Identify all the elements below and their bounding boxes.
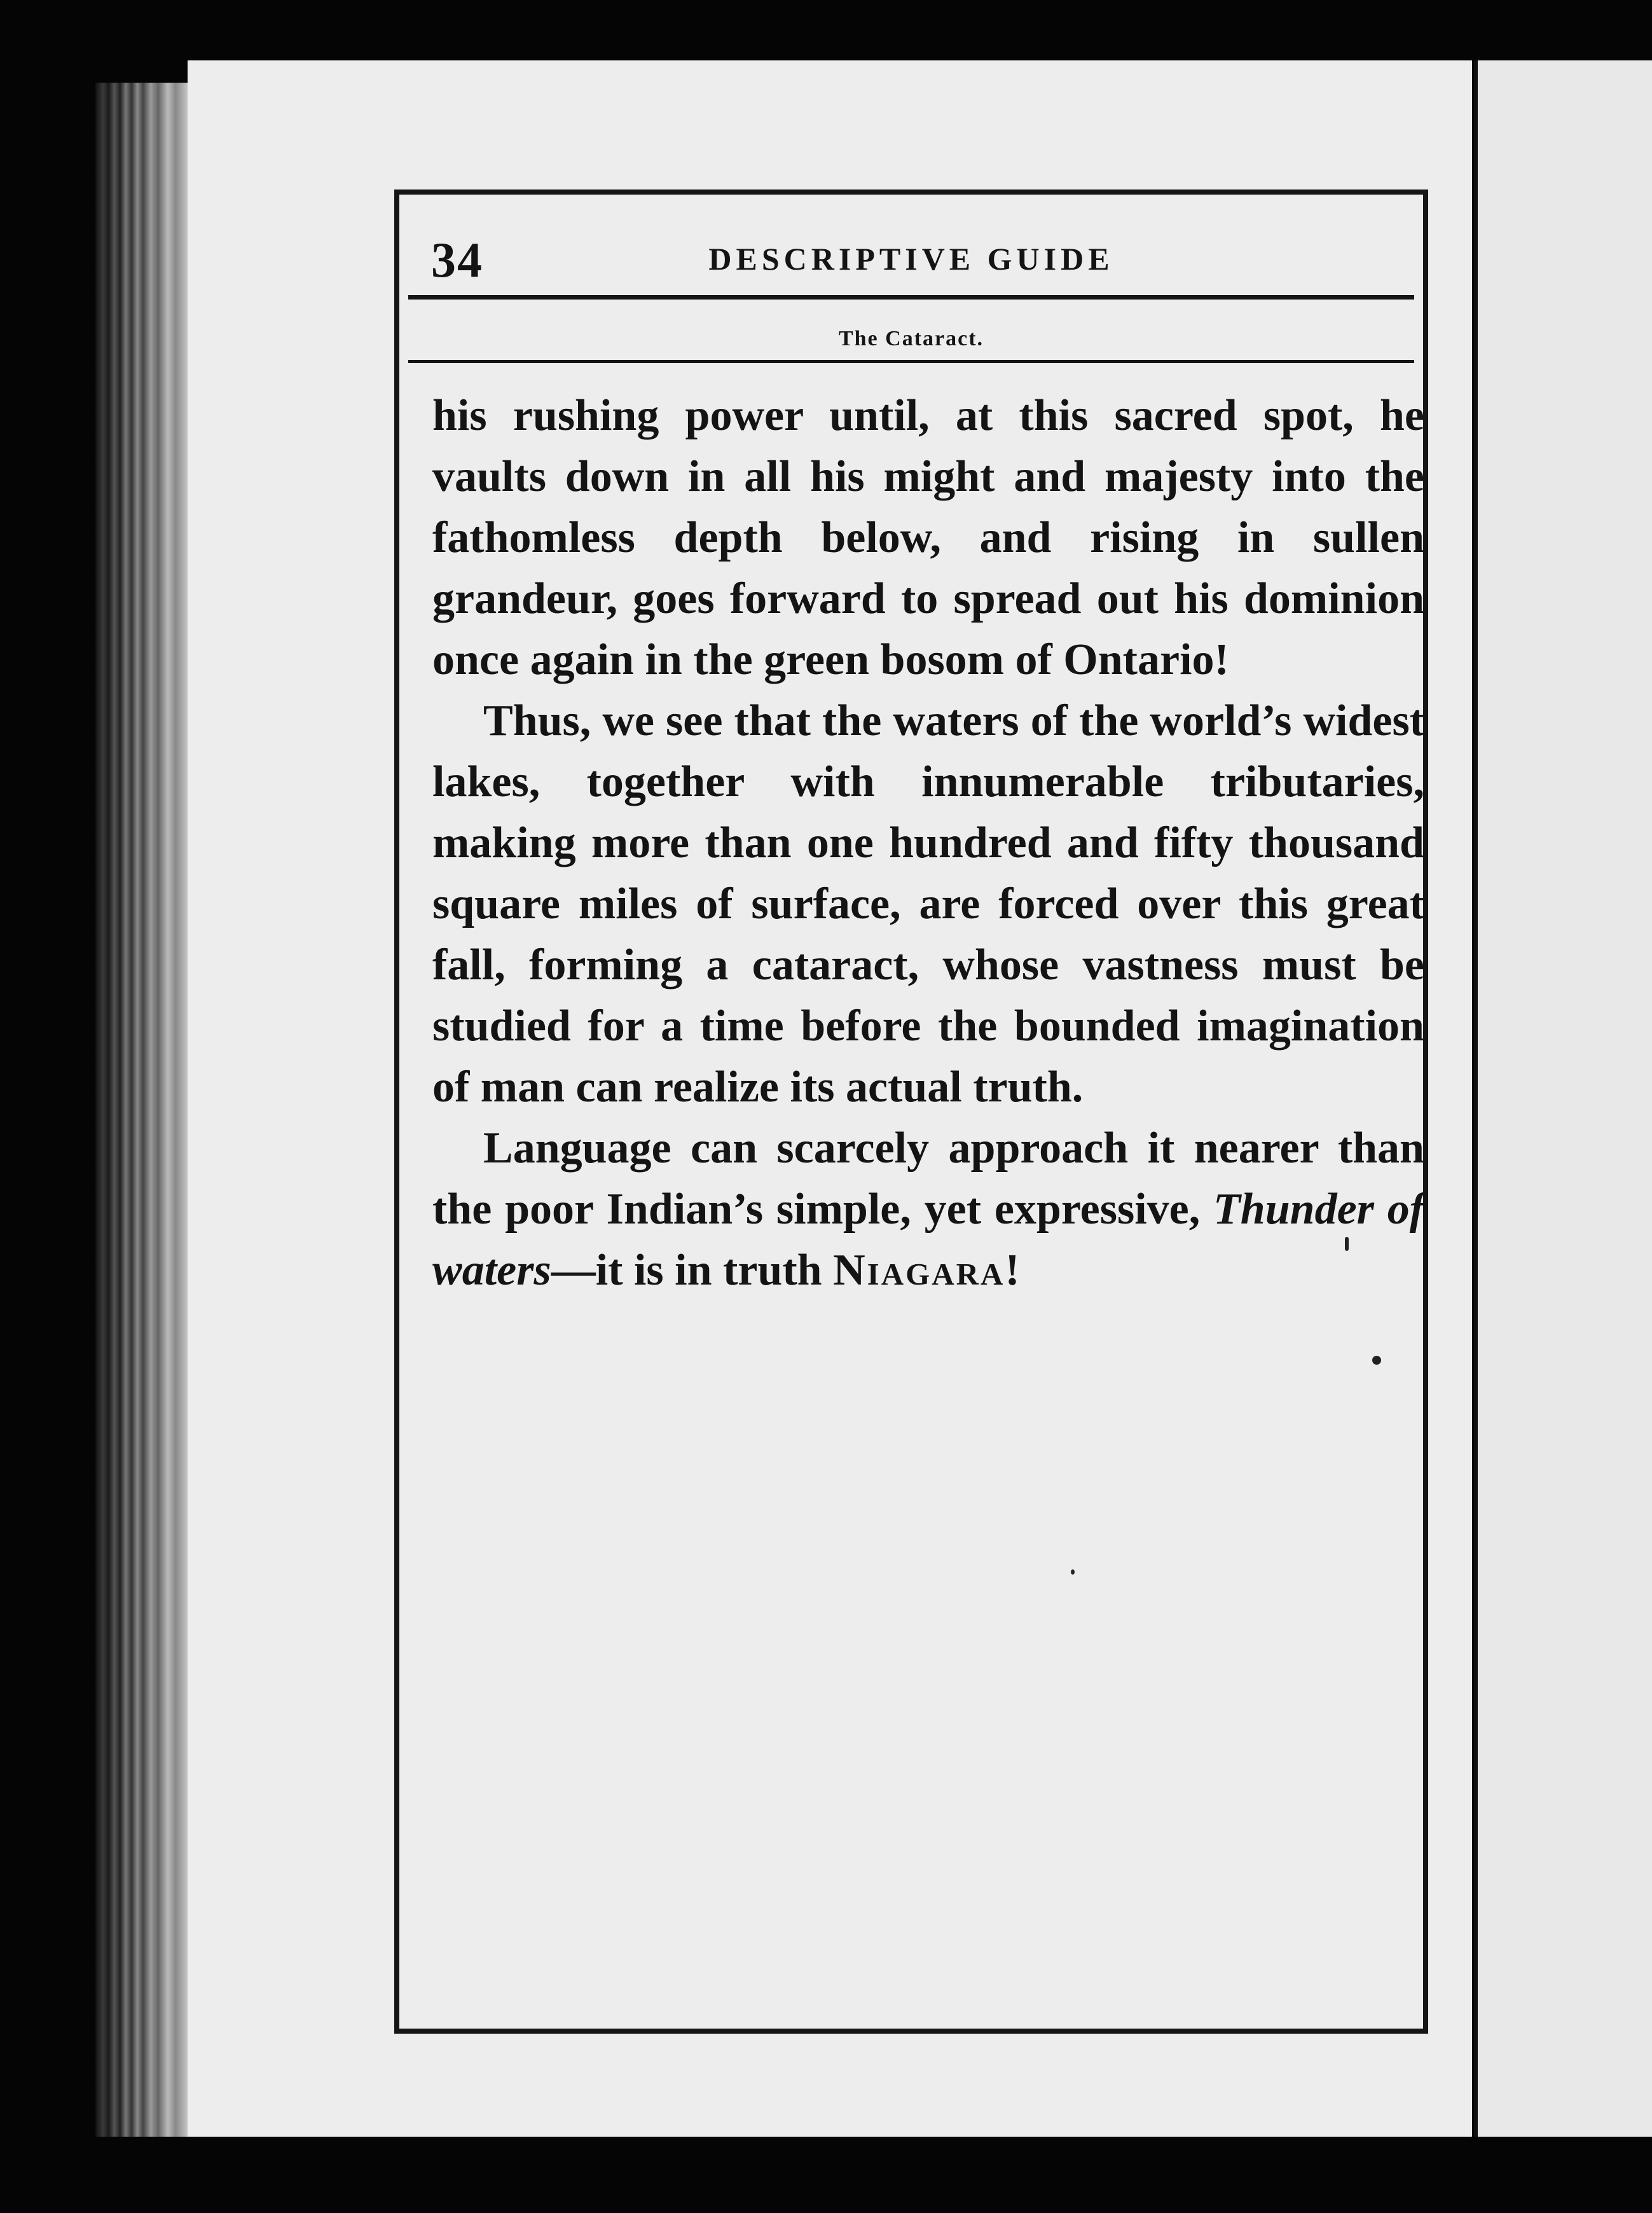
ink-speck bbox=[1372, 1356, 1381, 1365]
page-frame bbox=[394, 190, 1428, 2034]
paragraph-2: Thus, we see that the waters of the world’s widest lakes, together with innumerable tributaries, making more than one hundred and fifty thousand square miles of surface, are forced over this great fall, forming a cataract, whose vastness must be studied for a time before the bounded imagination of man can realize its actual truth. bbox=[432, 696, 1424, 1112]
paragraph-3-middle: —it is in truth bbox=[551, 1246, 822, 1295]
italic-phrase: Thunder of waters bbox=[432, 1185, 1425, 1295]
paragraph-1: his rushing power until, at this sacred spot, he vaults down in all his might and majesty into the fathomless depth below, and rising in sullen grandeur, goes forward to spread out his dominion once again in the green bosom of Ontario! bbox=[432, 391, 1424, 684]
paragraph-3-end: ! bbox=[1005, 1246, 1020, 1295]
running-title: DESCRIPTIVE GUIDE bbox=[708, 241, 1114, 277]
ink-speck bbox=[1071, 1569, 1075, 1575]
page-header bbox=[399, 195, 1423, 295]
stacked-page-edges bbox=[95, 83, 191, 2137]
page-number: 34 bbox=[431, 232, 483, 287]
facing-page-edge bbox=[1474, 60, 1652, 2137]
header-rule bbox=[408, 295, 1414, 300]
paragraph-3-text: Language can scarcely approach it nearer than the poor Indian’s simple, yet expressive, bbox=[432, 1124, 1424, 1234]
body-text bbox=[432, 385, 1424, 1301]
niagara-small-caps: Niagara bbox=[833, 1246, 1005, 1295]
ink-speck bbox=[1345, 1237, 1349, 1251]
paragraph-3 bbox=[432, 1118, 1424, 1301]
section-rule bbox=[408, 360, 1414, 363]
section-title: The Cataract. bbox=[838, 327, 984, 350]
